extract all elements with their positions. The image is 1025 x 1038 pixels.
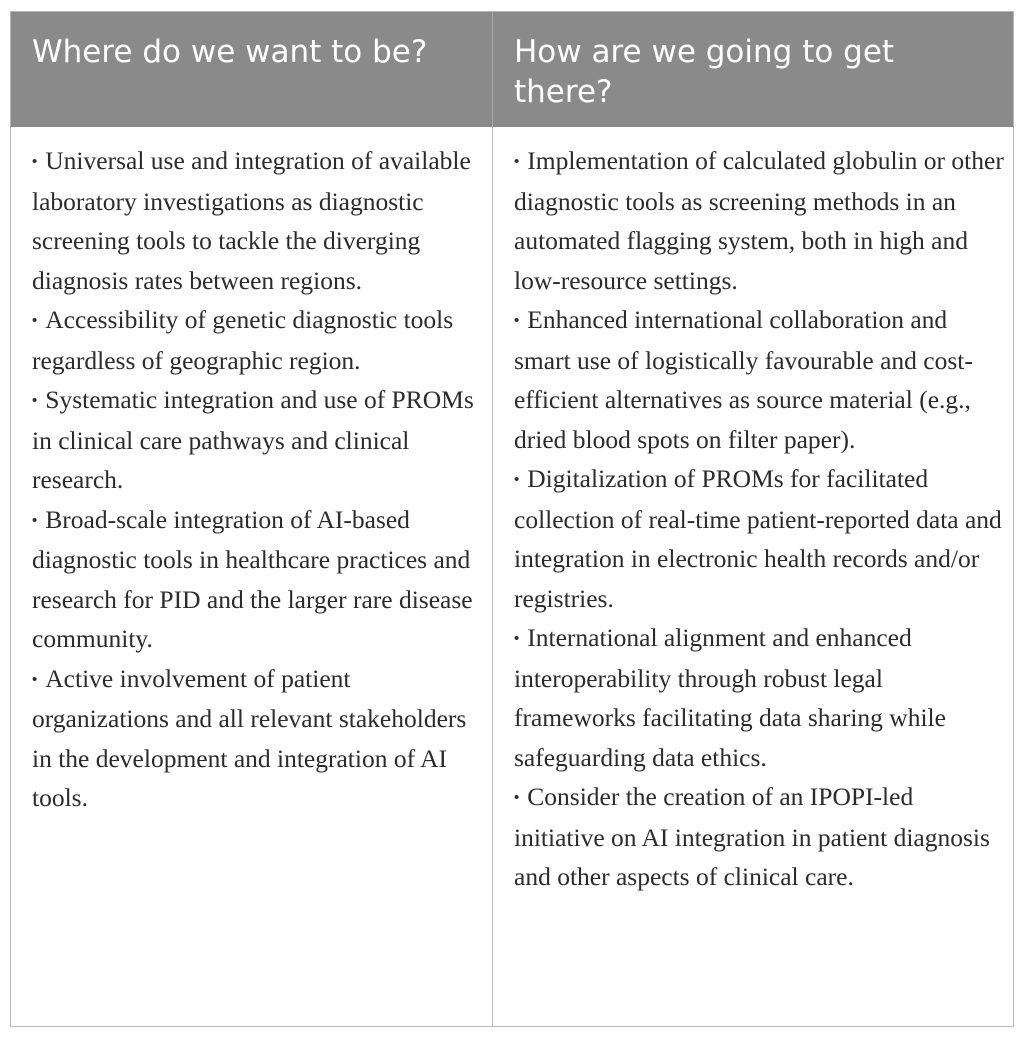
list-item-text: Systematic integration and use of PROMs in clinical care pathways and clinical research. (32, 385, 474, 494)
bullet: • (32, 670, 38, 688)
table-body-row (11, 127, 1013, 1026)
list-item (32, 141, 484, 300)
list-item-text: International alignment and enhanced interoperability through robust legal frameworks facilitating data sharing while safeguarding data ethics. (514, 623, 946, 772)
list-item (32, 500, 484, 659)
bullet: • (32, 511, 38, 529)
table-header-row (11, 12, 1013, 127)
bullet: • (514, 312, 520, 329)
list-item-text: Universal use and integration of available laboratory investigations as diagnostic screening tools to tackle the diverging diagnosis rates between regions. (32, 146, 471, 295)
bullet: • (32, 392, 38, 409)
list-item (514, 141, 1005, 300)
list-item (514, 459, 1005, 618)
list-item (514, 618, 1005, 777)
list-item-text: Accessibility of genetic diagnostic tools regardless of geographic region. (32, 305, 454, 375)
bullet: • (32, 312, 38, 329)
list-item-text: Implementation of calculated globulin or other diagnostic tools as screening methods in an automated flagging system, both in high and low-resource settings. (514, 146, 1004, 295)
header-cell-where (11, 12, 493, 127)
list-item-text: Broad-scale integration of AI-based diagnostic tools in healthcare practices and research for PID and the larger rare disease community. (32, 504, 473, 653)
header-how-text: How are we going to get there? (514, 34, 895, 110)
list-item-text: Consider the creation of an IPOPI-led initiative on AI integration in patient diagnosis and other aspects of clinical care. (514, 782, 990, 891)
header-cell-how (493, 12, 1013, 127)
list-item (514, 300, 1005, 459)
list-item (32, 300, 484, 380)
bullet: • (514, 153, 520, 170)
list-item (514, 777, 1005, 897)
bullet: • (514, 630, 520, 647)
table (10, 11, 1014, 1027)
list-item-text: Active involvement of patient organizations and all relevant stakeholders in the development and integration of AI tools. (32, 663, 467, 812)
list-item (32, 380, 484, 500)
bullet: • (514, 789, 520, 806)
header-where-text: Where do we want to be? (32, 34, 428, 70)
body-cell-where (11, 127, 493, 1026)
bullet: • (514, 471, 520, 488)
bullet: • (32, 153, 38, 170)
list-item-text: Enhanced international collaboration and smart use of logistically favourable and cost-efficient alternatives as source material (e.g., dried blood spots on filter paper). (514, 305, 973, 454)
list-item-text: Digitalization of PROMs for facilitated collection of real-time patient-reported data and integration in electronic health records and/or registries. (514, 464, 1002, 613)
body-cell-how (493, 127, 1013, 1026)
list-item (32, 659, 484, 818)
